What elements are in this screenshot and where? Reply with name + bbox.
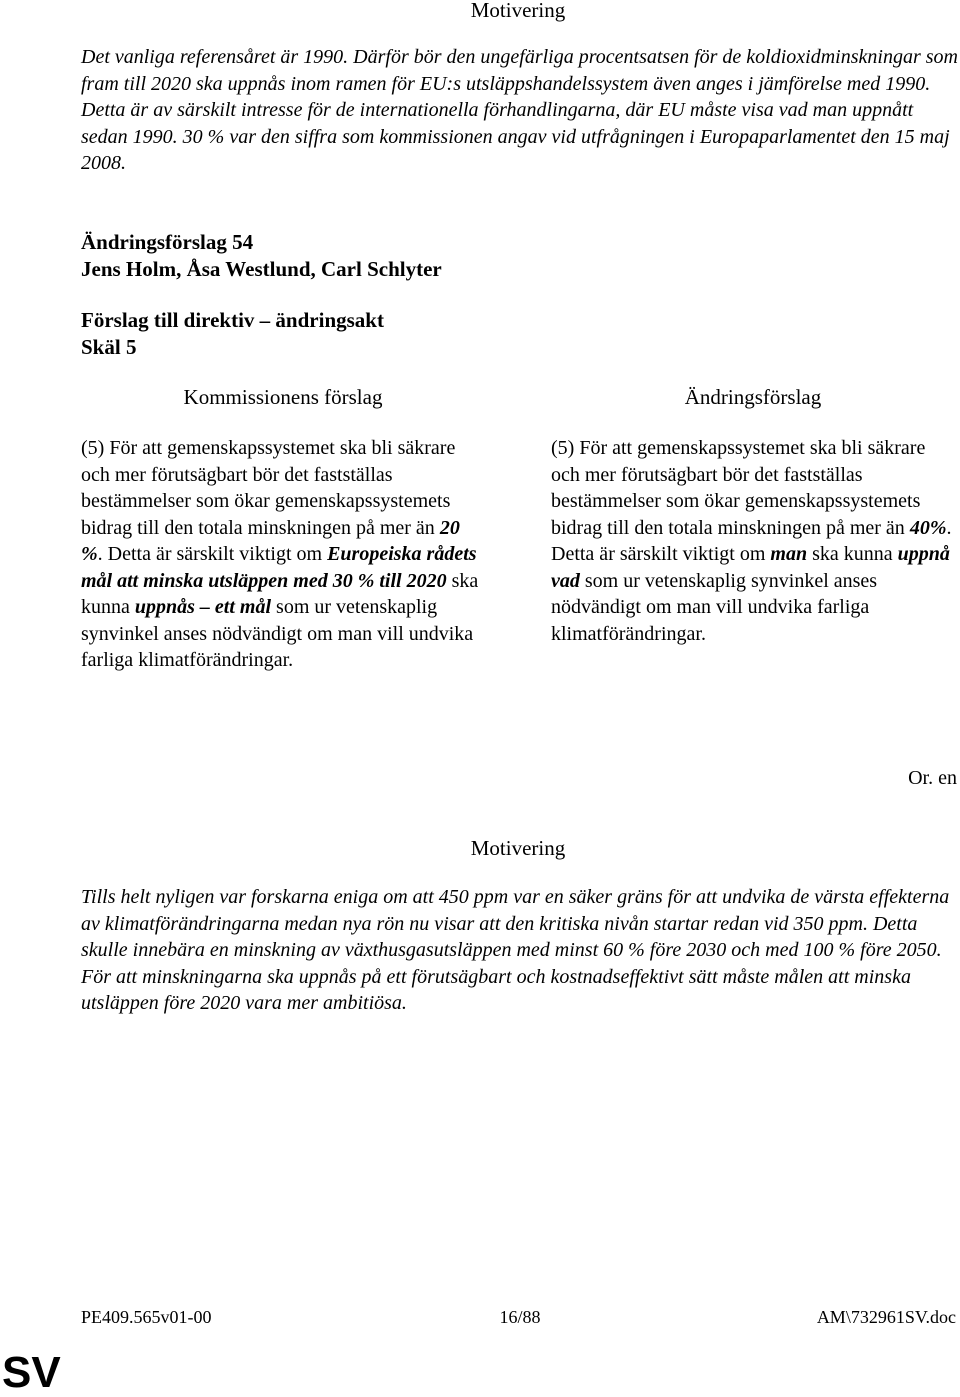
left-bold-2: Europeiska rådets mål att minska utsläppen med 30 % till 2020: [81, 543, 477, 592]
left-bold-3: uppnås – ett mål: [134, 596, 272, 618]
right-bold-2: man: [770, 543, 808, 565]
left-bold-1: 20 %: [81, 516, 460, 565]
footer-document-id: PE409.565v01-00: [81, 1307, 212, 1327]
amendment-number: Ändringsförslag 54: [81, 230, 254, 254]
left-text-2: . Detta är särskilt viktigt om: [97, 543, 328, 565]
motivation-paragraph-bottom: Tills helt nyligen var forskarna eniga om att 450 ppm var en säker gräns för att undvika de värsta effekterna av klimatförändringarna medan nya rön nu visar att den kritiska nivån startar redan vid 350 ppm. Detta skulle innebära en minskning av växthusgasutsläppen med minst 60 % före 2030 och med 100 % före 2050. För att minskningarna ska uppnås på ett förutsägbart och kostnadseffektivt sätt måste målen att minska utsläppen före 2020 vara mer ambitiösa.: [81, 886, 950, 1014]
left-text-1: (5) För att gemenskapssystemet ska bli säkrare och mer förutsägbart bör det fastställas bestämmelser som ökar gemenskapssystemets bidrag till den totala minskningen på mer än: [81, 437, 456, 539]
commission-proposal-header: Kommissionens förslag: [183, 385, 383, 409]
motivation-paragraph-top: Det vanliga referensåret är 1990. Därför bör den ungefärliga procentsatsen för de koldioxidminskningar som fram till 2020 ska uppnås inom ramen för EU:s utsläppshandelssystem även anges i jämförelse med 1990. Detta är av särskilt intresse för de internationella förhandlingarna, där EU måste visa vad man uppnått sedan 1990. 30 % var den siffra som kommissionen angav vid utfrågningen i Europaparlamentet den 15 maj 2008.: [81, 46, 958, 174]
motivation-heading-top: Motivering: [470, 0, 566, 22]
right-text-4: som ur vetenskaplig synvinkel anses nödvändigt om man vill undvika farliga klimatförändringar.: [551, 569, 878, 645]
right-text-3: ska kunna: [807, 543, 898, 565]
amendment-text: [551, 435, 956, 647]
right-bold-1: 40%: [909, 516, 947, 539]
original-language: Or. en: [908, 767, 957, 789]
left-text-3: ska kunna: [81, 569, 479, 618]
left-text-4: som ur vetenskaplig synvinkel anses nödvändigt om man vill undvika farliga klimatförändringar.: [81, 596, 474, 671]
amendment-header: Ändringsförslag: [684, 385, 822, 409]
footer-file-name: AM\732961SV.doc: [816, 1307, 956, 1327]
recital-label: Skäl 5: [81, 335, 137, 359]
right-text-1: (5) För att gemenskapssystemet ska bli säkrare och mer förutsägbart bör det fastställas bestämmelser som ökar gemenskapssystemets bidrag till den totala minskningen på mer än: [551, 437, 926, 539]
proposal-type: Förslag till direktiv – ändringsakt: [81, 308, 384, 332]
right-text-2: . Detta är särskilt viktigt om: [551, 516, 952, 565]
footer-page-number: 16/88: [499, 1307, 541, 1327]
language-code: SV: [2, 1348, 61, 1397]
right-bold-3: uppnå vad: [551, 543, 950, 592]
amendment-authors: Jens Holm, Åsa Westlund, Carl Schlyter: [81, 257, 442, 281]
commission-proposal-text: [81, 435, 481, 674]
motivation-heading-bottom: Motivering: [470, 836, 566, 860]
